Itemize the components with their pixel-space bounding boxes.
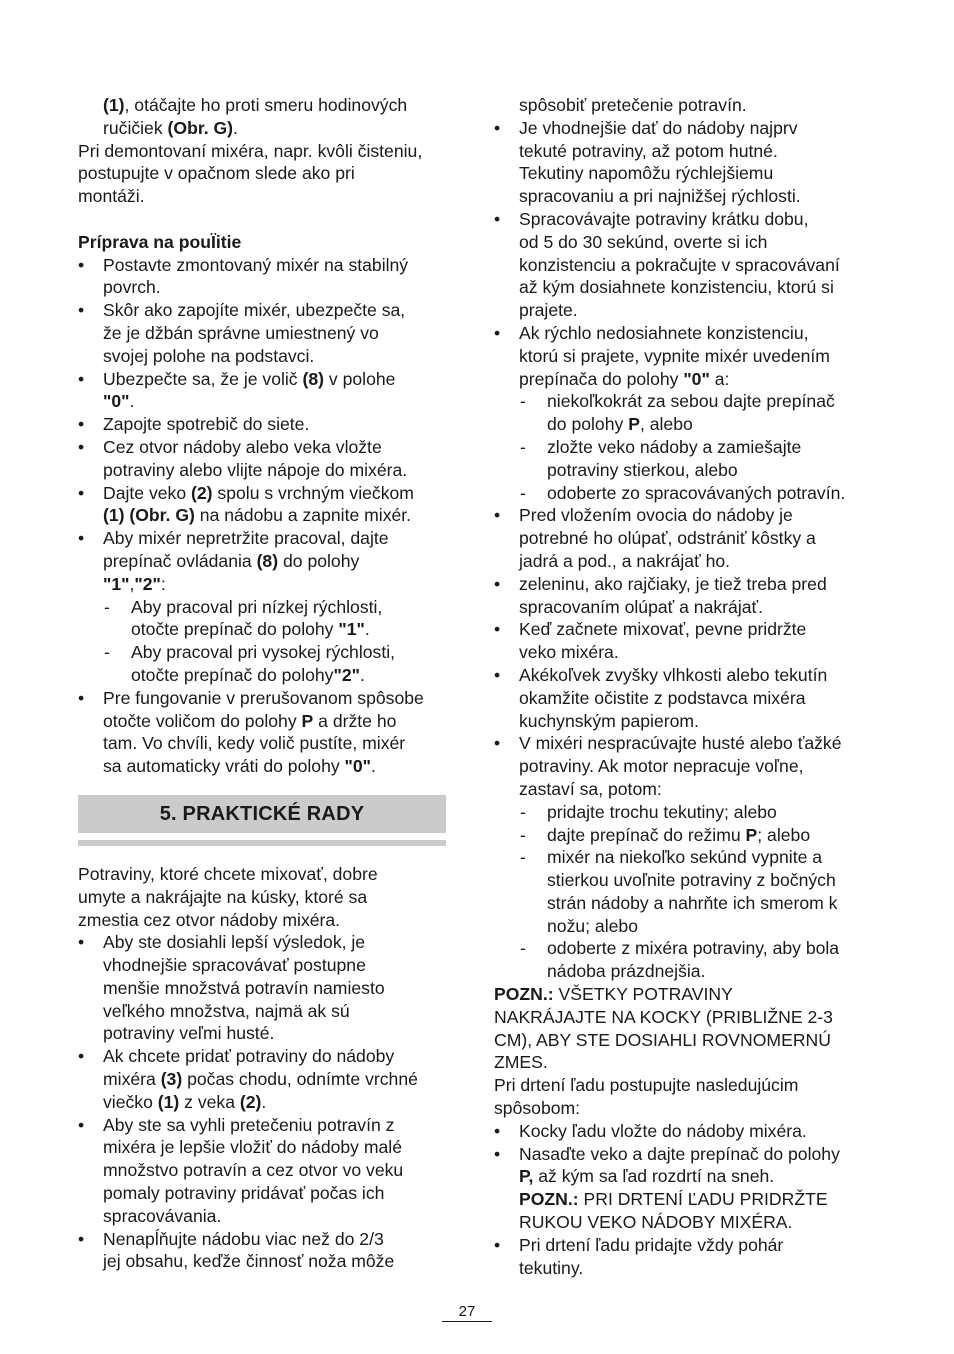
text: prepínača do polohy bbox=[519, 368, 684, 389]
text: Ak chcete pridať potraviny do nádoby bbox=[103, 1046, 395, 1067]
text: spolu s vrchným viečkom bbox=[212, 482, 414, 503]
text-line bbox=[103, 755, 446, 778]
text-line bbox=[78, 140, 446, 163]
preparation-list bbox=[78, 254, 446, 596]
list-item bbox=[78, 482, 446, 528]
text: Keď začnete mixovať, pevne pridržte bbox=[519, 619, 807, 640]
text: zeleninu, ako rajčiaky, je tiež treba pred bbox=[519, 573, 827, 594]
text: jej obsahu, keďže činnosť noža môže bbox=[103, 1251, 395, 1272]
text-line bbox=[519, 596, 866, 619]
text: Ubezpečte sa, že je volič bbox=[103, 368, 303, 389]
text: mixéra bbox=[103, 1069, 161, 1090]
tips-intro bbox=[78, 863, 446, 931]
text-line bbox=[519, 1143, 866, 1166]
continuation-text bbox=[78, 94, 446, 140]
text-line bbox=[519, 322, 866, 345]
text: potraviny veľmi husté. bbox=[103, 1023, 275, 1044]
sub-list-item bbox=[494, 846, 866, 937]
text: strán nádoby a nahrňte ich smerom k bbox=[547, 892, 838, 913]
speed-sublist bbox=[78, 596, 446, 687]
text: tekutiny. bbox=[519, 1257, 584, 1278]
text: zložte veko nádoby a zamiešajte bbox=[547, 436, 802, 457]
ice-list bbox=[494, 1120, 866, 1280]
text: a držte ho bbox=[313, 710, 397, 731]
text-line bbox=[103, 1114, 446, 1137]
sub-list-item bbox=[494, 824, 866, 847]
text-line bbox=[547, 413, 866, 436]
text: Cez otvor nádoby alebo veka vložte bbox=[103, 436, 382, 457]
text: : bbox=[160, 573, 166, 594]
list-item bbox=[78, 1045, 446, 1113]
text-line bbox=[519, 710, 866, 733]
text: prajete. bbox=[519, 300, 578, 321]
list-item bbox=[78, 1228, 446, 1274]
text-line bbox=[131, 641, 446, 664]
text: ZMES. bbox=[494, 1052, 548, 1073]
text-line bbox=[519, 231, 866, 254]
text: Pri demontovaní mixéra, napr. kvôli čisteniu, bbox=[78, 140, 423, 161]
text: otočte prepínač do polohy bbox=[131, 619, 339, 640]
text: množstvo potravín a cez otvor vo veku bbox=[103, 1160, 404, 1181]
text: potraviny alebo vlijte nápoje do mixéra. bbox=[103, 459, 408, 480]
list-item bbox=[494, 208, 866, 322]
text-line bbox=[103, 1136, 446, 1159]
section-header bbox=[78, 795, 446, 833]
text: Ak rýchlo nedosiahnete konzistenciu, bbox=[519, 322, 809, 343]
text-line bbox=[103, 954, 446, 977]
list-item bbox=[78, 436, 446, 482]
text: spracovávania. bbox=[103, 1205, 222, 1226]
list-item bbox=[494, 322, 866, 390]
text-line bbox=[547, 390, 866, 413]
bold-text: (3) bbox=[160, 1069, 183, 1090]
list-item bbox=[494, 573, 866, 619]
sub-list-item bbox=[78, 641, 446, 687]
text-line bbox=[547, 459, 866, 482]
text-line bbox=[547, 436, 866, 459]
text: Aby ste sa vyhli pretečeniu potravín z bbox=[103, 1114, 395, 1135]
text-line bbox=[103, 1205, 446, 1228]
bold-text: (Obr. G) bbox=[167, 117, 234, 138]
text: až kým dosiahnete konzistenciu, ktorú si bbox=[519, 277, 834, 298]
text-line bbox=[103, 1250, 446, 1273]
text-line bbox=[103, 390, 446, 413]
text-line bbox=[519, 254, 866, 277]
text-line bbox=[519, 778, 866, 801]
text-line bbox=[519, 664, 866, 687]
text-line bbox=[103, 931, 446, 954]
text-line bbox=[519, 368, 866, 391]
text: potraviny stierkou, alebo bbox=[547, 459, 738, 480]
text-line bbox=[519, 94, 866, 117]
text: vhodnejšie spracovávať postupne bbox=[103, 955, 366, 976]
text: potrebné ho olúpať, odstrániť kôstky a bbox=[519, 528, 816, 549]
text-line bbox=[103, 1000, 446, 1023]
text-line bbox=[519, 140, 866, 163]
bold-text: POZN.: bbox=[519, 1189, 579, 1210]
text: odoberte zo spracovávaných potravín. bbox=[547, 482, 846, 503]
text: VŠETKY POTRAVINY bbox=[553, 984, 733, 1005]
text-line bbox=[103, 94, 446, 117]
text: pridajte trochu tekutiny; alebo bbox=[547, 801, 777, 822]
list-item bbox=[78, 527, 446, 595]
text: . bbox=[371, 756, 376, 777]
processing-list bbox=[494, 117, 866, 391]
bold-text: (1) (Obr. G) bbox=[103, 505, 195, 526]
text-line bbox=[519, 573, 866, 596]
list-item bbox=[494, 504, 866, 572]
text: že je džbán správne umiestnený vo bbox=[103, 322, 379, 343]
list-item bbox=[78, 687, 446, 778]
pulse-list bbox=[78, 687, 446, 778]
text: okamžite očistite z podstavca mixéra bbox=[519, 687, 806, 708]
text-line bbox=[519, 1211, 866, 1234]
text-line bbox=[547, 824, 866, 847]
bold-text: (2) bbox=[191, 482, 213, 503]
text-line bbox=[103, 1045, 446, 1068]
text-line bbox=[103, 436, 446, 459]
page-number: 27 bbox=[458, 1303, 476, 1320]
text: nožu; alebo bbox=[547, 915, 638, 936]
text-line bbox=[103, 368, 446, 391]
text-line bbox=[547, 960, 866, 983]
text-line bbox=[519, 299, 866, 322]
text: V mixéri nespracúvajte husté alebo ťažké bbox=[519, 733, 842, 754]
text: Postavte zmontovaný mixér na stabilný bbox=[103, 254, 409, 275]
text: . bbox=[364, 619, 370, 640]
bold-text: (1) bbox=[103, 95, 125, 115]
list-item bbox=[78, 931, 446, 1045]
bold-text: POZN.: bbox=[494, 984, 554, 1005]
text-line bbox=[103, 254, 446, 277]
text: mixér na niekoľko sekúnd vypnite a bbox=[547, 847, 823, 868]
text-line bbox=[519, 276, 866, 299]
text: Aby ste dosiahli lepší výsledok, je bbox=[103, 932, 366, 953]
text: spracovaniu a pri najnižšej rýchlosti. bbox=[519, 186, 801, 207]
motor-sublist bbox=[494, 801, 866, 983]
sub-list-item bbox=[494, 937, 866, 983]
text-line bbox=[103, 687, 446, 710]
text-line bbox=[519, 732, 866, 755]
text-line bbox=[494, 983, 866, 1006]
list-item bbox=[494, 117, 866, 208]
text-line bbox=[103, 276, 446, 299]
text-line bbox=[78, 909, 446, 932]
text-line bbox=[547, 869, 866, 892]
text: otočte prepínač do polohy bbox=[131, 664, 334, 685]
text: až kým sa ľad rozdrtí na sneh. bbox=[533, 1166, 775, 1187]
text: nádoba prázdnejšia. bbox=[547, 961, 706, 982]
text-line bbox=[131, 596, 446, 619]
text: konzistenciu a pokračujte v spracovávaní bbox=[519, 254, 840, 275]
text: niekoľkokrát za sebou dajte prepínač bbox=[547, 391, 835, 412]
text-line bbox=[519, 1257, 866, 1280]
text: mixéra je lepšie vložiť do nádoby malé bbox=[103, 1137, 402, 1158]
sub-list-item bbox=[494, 390, 866, 436]
text: odoberte z mixéra potraviny, aby bola bbox=[547, 938, 840, 959]
text-line bbox=[103, 413, 446, 436]
text: dajte prepínač do režimu bbox=[547, 824, 746, 845]
list-item bbox=[78, 413, 446, 436]
text: postupujte v opačnom slede ako pri bbox=[78, 163, 355, 184]
text: svojej polohe na podstavci. bbox=[103, 345, 315, 366]
list-item bbox=[494, 1120, 866, 1143]
text: tekuté potraviny, až potom hutné. bbox=[519, 140, 778, 161]
sub-list-item bbox=[78, 596, 446, 642]
consistency-sublist bbox=[494, 390, 866, 504]
text: na nádobu a zapnite mixér. bbox=[194, 505, 412, 526]
text-line bbox=[78, 863, 446, 886]
text-line bbox=[103, 527, 446, 550]
text: spôsobiť pretečenie potravín. bbox=[519, 95, 747, 115]
bold-text: "2" bbox=[333, 664, 360, 685]
text: Pri drtení ľadu pridajte vždy pohár bbox=[519, 1234, 784, 1255]
text-line bbox=[103, 1068, 446, 1091]
text-line bbox=[103, 117, 446, 140]
text: Spracovávajte potraviny krátku dobu, bbox=[519, 208, 809, 229]
text-line bbox=[494, 1074, 866, 1097]
list-item bbox=[78, 254, 446, 300]
text: Aby pracoval pri vysokej rýchlosti, bbox=[131, 642, 396, 663]
list-item bbox=[494, 618, 866, 664]
text: Pri drtení ľadu postupujte nasledujúcim bbox=[494, 1075, 799, 1096]
text-line bbox=[494, 1029, 866, 1052]
text-line bbox=[78, 185, 446, 208]
text-line bbox=[494, 1006, 866, 1029]
tips-list bbox=[78, 931, 446, 1273]
text-line bbox=[547, 892, 866, 915]
text: montáži. bbox=[78, 186, 145, 207]
sub-list-item bbox=[494, 801, 866, 824]
text: sa automaticky vráti do polohy bbox=[103, 756, 345, 777]
text: PRI DRTENÍ ĽADU PRIDRŽTE bbox=[578, 1189, 828, 1210]
text: spracovaním olúpať a nakrájať. bbox=[519, 596, 764, 617]
bold-text: P, bbox=[519, 1166, 534, 1187]
list-item bbox=[78, 368, 446, 414]
text: Skôr ako zapojíte mixér, ubezpečte sa, bbox=[103, 300, 406, 321]
bold-text: "1" bbox=[103, 573, 130, 594]
ice-intro bbox=[494, 1074, 866, 1120]
text: zmestia cez otvor nádoby mixéra. bbox=[78, 909, 341, 930]
text: spôsobom: bbox=[494, 1098, 581, 1119]
bold-text: P bbox=[745, 824, 758, 845]
text: tam. Vo chvíli, kedy volič pustíte, mixér bbox=[103, 733, 406, 754]
text: RUKOU VEKO NÁDOBY MIXÉRA. bbox=[519, 1212, 793, 1233]
text: a: bbox=[709, 368, 730, 389]
text: . bbox=[359, 664, 365, 685]
text-line bbox=[103, 573, 446, 596]
sub-list-item bbox=[494, 436, 866, 482]
list-item bbox=[494, 664, 866, 732]
text: pomaly potraviny pridávať počas ich bbox=[103, 1183, 385, 1204]
left-column bbox=[78, 94, 446, 1273]
section-divider bbox=[78, 840, 446, 846]
text-line bbox=[103, 1182, 446, 1205]
text: ručičiek bbox=[103, 117, 168, 138]
text: Je vhodnejšie dať do nádoby najprv bbox=[519, 117, 798, 138]
text: do polohy bbox=[547, 414, 629, 435]
text: Aby mixér nepretržite pracoval, dajte bbox=[103, 528, 389, 549]
text: veľkého množstva, najmä ak sú bbox=[103, 1000, 350, 1021]
text-line bbox=[519, 1188, 866, 1211]
text-line bbox=[78, 162, 446, 185]
text-line bbox=[494, 1051, 866, 1074]
text: viečko bbox=[103, 1091, 158, 1112]
bold-text: (8) bbox=[256, 550, 279, 571]
bold-text: P bbox=[301, 710, 314, 731]
text: Tekutiny napomôžu rýchlejšiemu bbox=[519, 163, 774, 184]
list-item bbox=[78, 299, 446, 367]
text: z veka bbox=[179, 1091, 240, 1112]
text-line bbox=[519, 641, 866, 664]
text: Kocky ľadu vložte do nádoby mixéra. bbox=[519, 1120, 807, 1141]
text-line bbox=[103, 1091, 446, 1114]
bold-text: "0" bbox=[103, 391, 130, 412]
list-item bbox=[494, 732, 866, 800]
text-line bbox=[519, 1120, 866, 1143]
text: NAKRÁJAJTE NA KOCKY (PRIBLIŽNE 2-3 bbox=[494, 1006, 833, 1027]
text-line bbox=[78, 886, 446, 909]
text-line bbox=[519, 687, 866, 710]
text: ; alebo bbox=[757, 824, 811, 845]
text: menšie množstvá potravín namiesto bbox=[103, 977, 385, 998]
text-line bbox=[103, 482, 446, 505]
text-line bbox=[131, 618, 446, 641]
cube-note bbox=[494, 983, 866, 1074]
text: do polohy bbox=[278, 550, 360, 571]
text-line bbox=[103, 459, 446, 482]
text-line bbox=[519, 504, 866, 527]
text: , otáčajte ho proti smeru hodinových bbox=[124, 95, 408, 115]
list-item bbox=[78, 1114, 446, 1228]
text-line bbox=[519, 185, 866, 208]
bold-text: "0" bbox=[344, 756, 372, 777]
text: Dajte veko bbox=[103, 482, 192, 503]
text: . bbox=[233, 117, 238, 138]
text: od 5 do 30 sekúnd, overte si ich bbox=[519, 231, 768, 252]
text: , bbox=[129, 573, 135, 594]
text-line bbox=[103, 710, 446, 733]
text-line bbox=[547, 915, 866, 938]
text-line bbox=[103, 1159, 446, 1182]
text-line bbox=[103, 345, 446, 368]
text: kuchynským papierom. bbox=[519, 710, 699, 731]
text: povrch. bbox=[103, 277, 161, 298]
text: potraviny. Ak motor nepracuje voľne, bbox=[519, 756, 804, 777]
page-number-underline bbox=[442, 1321, 492, 1322]
bold-text: "1" bbox=[338, 619, 365, 640]
text-line bbox=[547, 482, 866, 505]
text-line bbox=[103, 732, 446, 755]
text: CM), ABY STE DOSIAHLI ROVNOMERNÚ bbox=[494, 1029, 831, 1050]
text-line bbox=[103, 1022, 446, 1045]
text: , alebo bbox=[639, 414, 693, 435]
text-line bbox=[519, 1234, 866, 1257]
text-line bbox=[519, 162, 866, 185]
text-line bbox=[519, 117, 866, 140]
text: v polohe bbox=[324, 368, 396, 389]
text: Pre fungovanie v prerušovanom spôsobe bbox=[103, 687, 424, 708]
text: Zapojte spotrebič do siete. bbox=[103, 414, 310, 435]
section-title: 5. PRAKTICKÉ RADY bbox=[159, 802, 365, 825]
text-line bbox=[131, 664, 446, 687]
right-column bbox=[494, 94, 866, 1279]
bold-text: (1) bbox=[157, 1091, 180, 1112]
text: stierkou uvoľnite potraviny z bočných bbox=[547, 870, 836, 891]
bold-text: P bbox=[628, 414, 640, 435]
text: veko mixéra. bbox=[519, 642, 619, 663]
text-line bbox=[519, 618, 866, 641]
text-line bbox=[547, 937, 866, 960]
preparation-heading: Príprava na pouÏitie bbox=[78, 231, 242, 252]
text-line bbox=[519, 550, 866, 573]
text: . bbox=[129, 391, 135, 412]
bold-text: "2" bbox=[134, 573, 161, 594]
text: počas chodu, odnímte vrchné bbox=[182, 1069, 418, 1090]
text-line bbox=[547, 846, 866, 869]
text-line bbox=[519, 755, 866, 778]
text: . bbox=[261, 1091, 267, 1112]
text: otočte voličom do polohy bbox=[103, 710, 302, 731]
bold-text: "0" bbox=[683, 368, 710, 389]
text-line bbox=[103, 299, 446, 322]
text-line bbox=[519, 345, 866, 368]
list-item bbox=[494, 1143, 866, 1234]
continuation-text bbox=[494, 94, 866, 117]
bold-text: (2) bbox=[239, 1091, 262, 1112]
text: Akékoľvek zvyšky vlhkosti alebo tekutín bbox=[519, 664, 828, 685]
text: Pred vložením ovocia do nádoby je bbox=[519, 505, 793, 526]
text-line bbox=[103, 1228, 446, 1251]
text-line bbox=[519, 527, 866, 550]
text-line bbox=[103, 977, 446, 1000]
text-line bbox=[519, 208, 866, 231]
text: prepínač ovládania bbox=[103, 550, 257, 571]
bold-text: (8) bbox=[302, 368, 325, 389]
sub-list-item bbox=[494, 482, 866, 505]
text: Nasaďte veko a dajte prepínač do polohy bbox=[519, 1143, 840, 1164]
text: zastaví sa, potom: bbox=[519, 778, 662, 799]
text-line bbox=[103, 322, 446, 345]
text: Potraviny, ktoré chcete mixovať, dobre bbox=[78, 863, 378, 884]
text: umyte a nakrájajte na kúsky, ktoré sa bbox=[78, 886, 368, 907]
text-line bbox=[519, 1165, 866, 1188]
text-line bbox=[103, 550, 446, 573]
text: Aby pracoval pri nízkej rýchlosti, bbox=[131, 596, 383, 617]
text-line bbox=[547, 801, 866, 824]
disassembly-paragraph bbox=[78, 140, 446, 208]
text: jadrá a pod., a nakrájať ho. bbox=[519, 550, 731, 571]
text-line bbox=[494, 1097, 866, 1120]
preparation-tips-list bbox=[494, 504, 866, 800]
list-item bbox=[494, 1234, 866, 1280]
text: Nenapĺňujte nádobu viac než do 2/3 bbox=[103, 1228, 384, 1249]
text-line bbox=[103, 504, 446, 527]
text: ktorú si prajete, vypnite mixér uvedením bbox=[519, 345, 830, 366]
